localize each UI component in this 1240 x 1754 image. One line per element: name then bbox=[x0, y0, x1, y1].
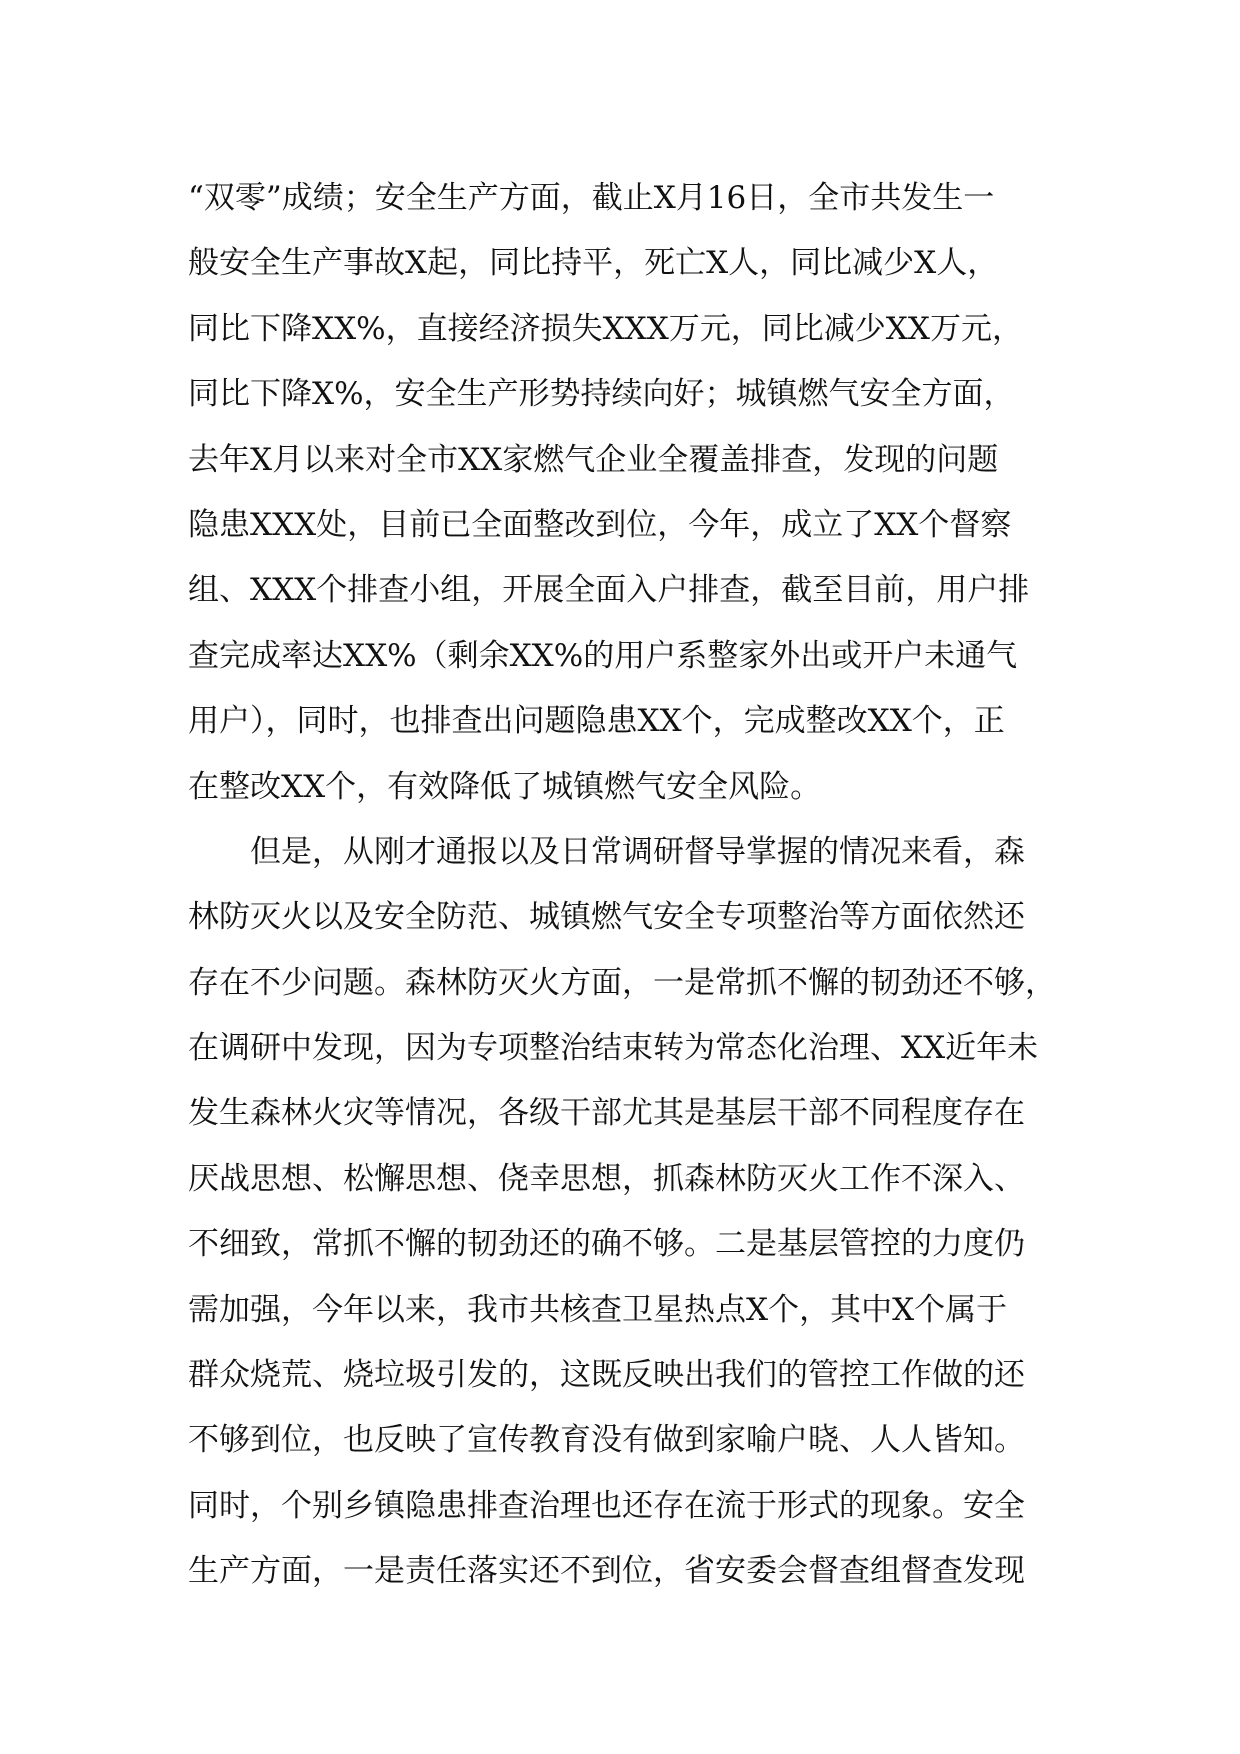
text-line: 同比下降X%，安全生产形势持续向好；城镇燃气安全方面， bbox=[188, 376, 1015, 413]
text-line: 同比下降XX%，直接经济损失XXX万元，同比减少XX万元， bbox=[188, 310, 1023, 347]
body-text bbox=[188, 166, 1068, 1605]
text-line: 隐患XXX处，目前已全面整改到位，今年，成立了XX个督察 bbox=[188, 506, 1012, 543]
text-line: 般安全生产事故X起，同比持平，死亡X人，同比减少X人， bbox=[188, 245, 999, 282]
text-line: 生产方面，一是责任落实还不到位，省安委会督查组督查发现 bbox=[188, 1553, 1025, 1590]
text-line: “双零”成绩；安全生产方面，截止X月16日，全市共发生一 bbox=[188, 180, 995, 216]
paragraph-first-line: 但是，从刚才通报以及日常调研督导掌握的情况来看，森 bbox=[250, 833, 1025, 870]
text-line: 去年X月以来对全市XX家燃气企业全覆盖排查，发现的问题 bbox=[188, 441, 999, 478]
text-line: 群众烧荒、烧垃圾引发的，这既反映出我们的管控工作做的还 bbox=[188, 1357, 1025, 1394]
text-line: 同时，个别乡镇隐患排查治理也还存在流于形式的现象。安全 bbox=[188, 1487, 1025, 1524]
text-line: 在调研中发现，因为专项整治结束转为常态化治理、XX近年未 bbox=[188, 1030, 1039, 1067]
text-line: 不够到位，也反映了宣传教育没有做到家喻户晓、人人皆知。 bbox=[188, 1422, 1025, 1459]
text-line: 存在不少问题。森林防灭火方面，一是常抓不懈的韧劲还不够， bbox=[188, 964, 1056, 1001]
text-line: 在整改XX个，有效降低了城镇燃气安全风险。 bbox=[188, 768, 822, 805]
text-line: 组、XXX个排查小组，开展全面入户排查，截至目前，用户排 bbox=[188, 572, 1030, 609]
text-line: 用户），同时，也排查出问题隐患XX个，完成整改XX个，正 bbox=[188, 703, 1005, 740]
text-line: 发生森林火灾等情况，各级干部尤其是基层干部不同程度存在 bbox=[188, 1095, 1025, 1132]
text-line: 查完成率达XX%（剩余XX%的用户系整家外出或开户未通气 bbox=[188, 637, 1018, 674]
text-line: 林防灭火以及安全防范、城镇燃气安全专项整治等方面依然还 bbox=[188, 899, 1025, 936]
text-line: 需加强，今年以来，我市共核查卫星热点X个，其中X个属于 bbox=[188, 1291, 1008, 1328]
text-line: 厌战思想、松懈思想、侥幸思想，抓森林防灭火工作不深入、 bbox=[188, 1160, 1025, 1197]
text-line: 不细致，常抓不懈的韧劲还的确不够。二是基层管控的力度仍 bbox=[188, 1226, 1025, 1263]
